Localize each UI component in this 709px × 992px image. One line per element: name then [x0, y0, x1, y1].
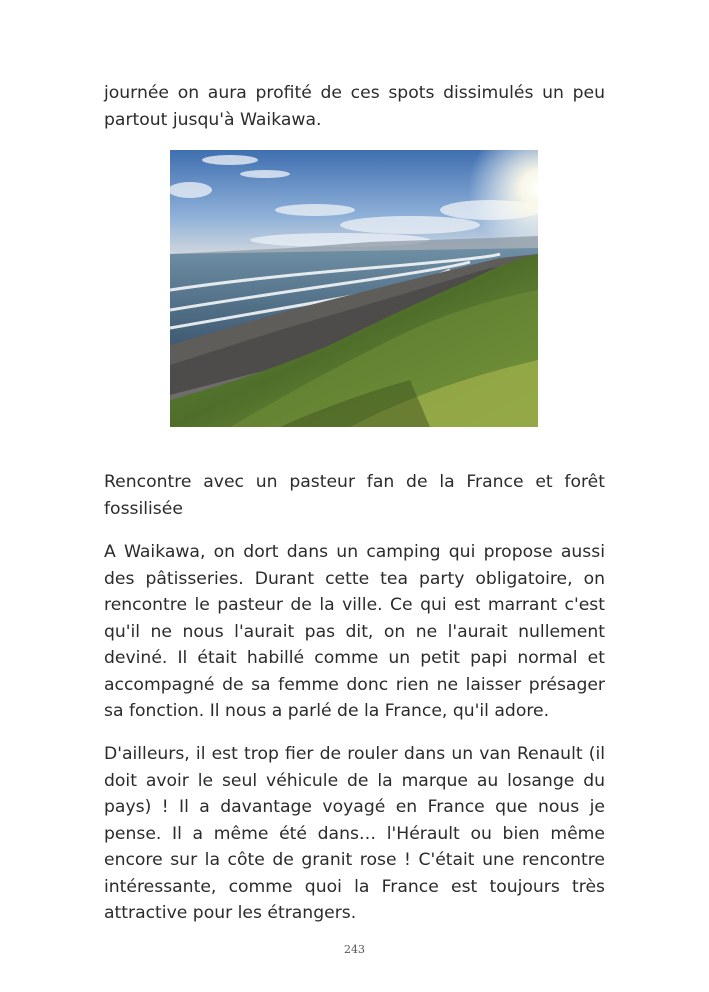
body-paragraph: A Waikawa, on dort dans un camping qui propose aussi des pâtisseries. Durant cette tea party obligatoire, on rencontre le pasteur de la ville. Ce qui est marrant c'est qu'il ne nous l'aurait pas dit, on ne l'aurait nullement deviné. Il était habillé comme un petit papi normal et accompagné de sa femme donc rien ne laisser présager sa fonction. Il nous a parlé de la France, qu'il adore.: [104, 542, 605, 721]
body-paragraph: D'ailleurs, il est trop fier de rouler dans un van Renault (il doit avoir le seul véhicule de la marque au losange du pays) ! Il a davantage voyagé en France que nous je pense. Il a même été dans… l'Hérault ou bien même encore sur la côte de granit rose ! C'était une rencontre intéressante, comme quoi la France est toujours très attractive pour les étrangers.: [104, 744, 605, 923]
intro-paragraph: journée on aura profité de ces spots dissimulés un peu partout jusqu'à Waikawa.: [104, 83, 605, 130]
coastal-landscape-photo: [170, 150, 538, 427]
page-number: 243: [344, 943, 365, 956]
section-heading: Rencontre avec un pasteur fan de la France et forêt fossilisée: [104, 472, 605, 519]
